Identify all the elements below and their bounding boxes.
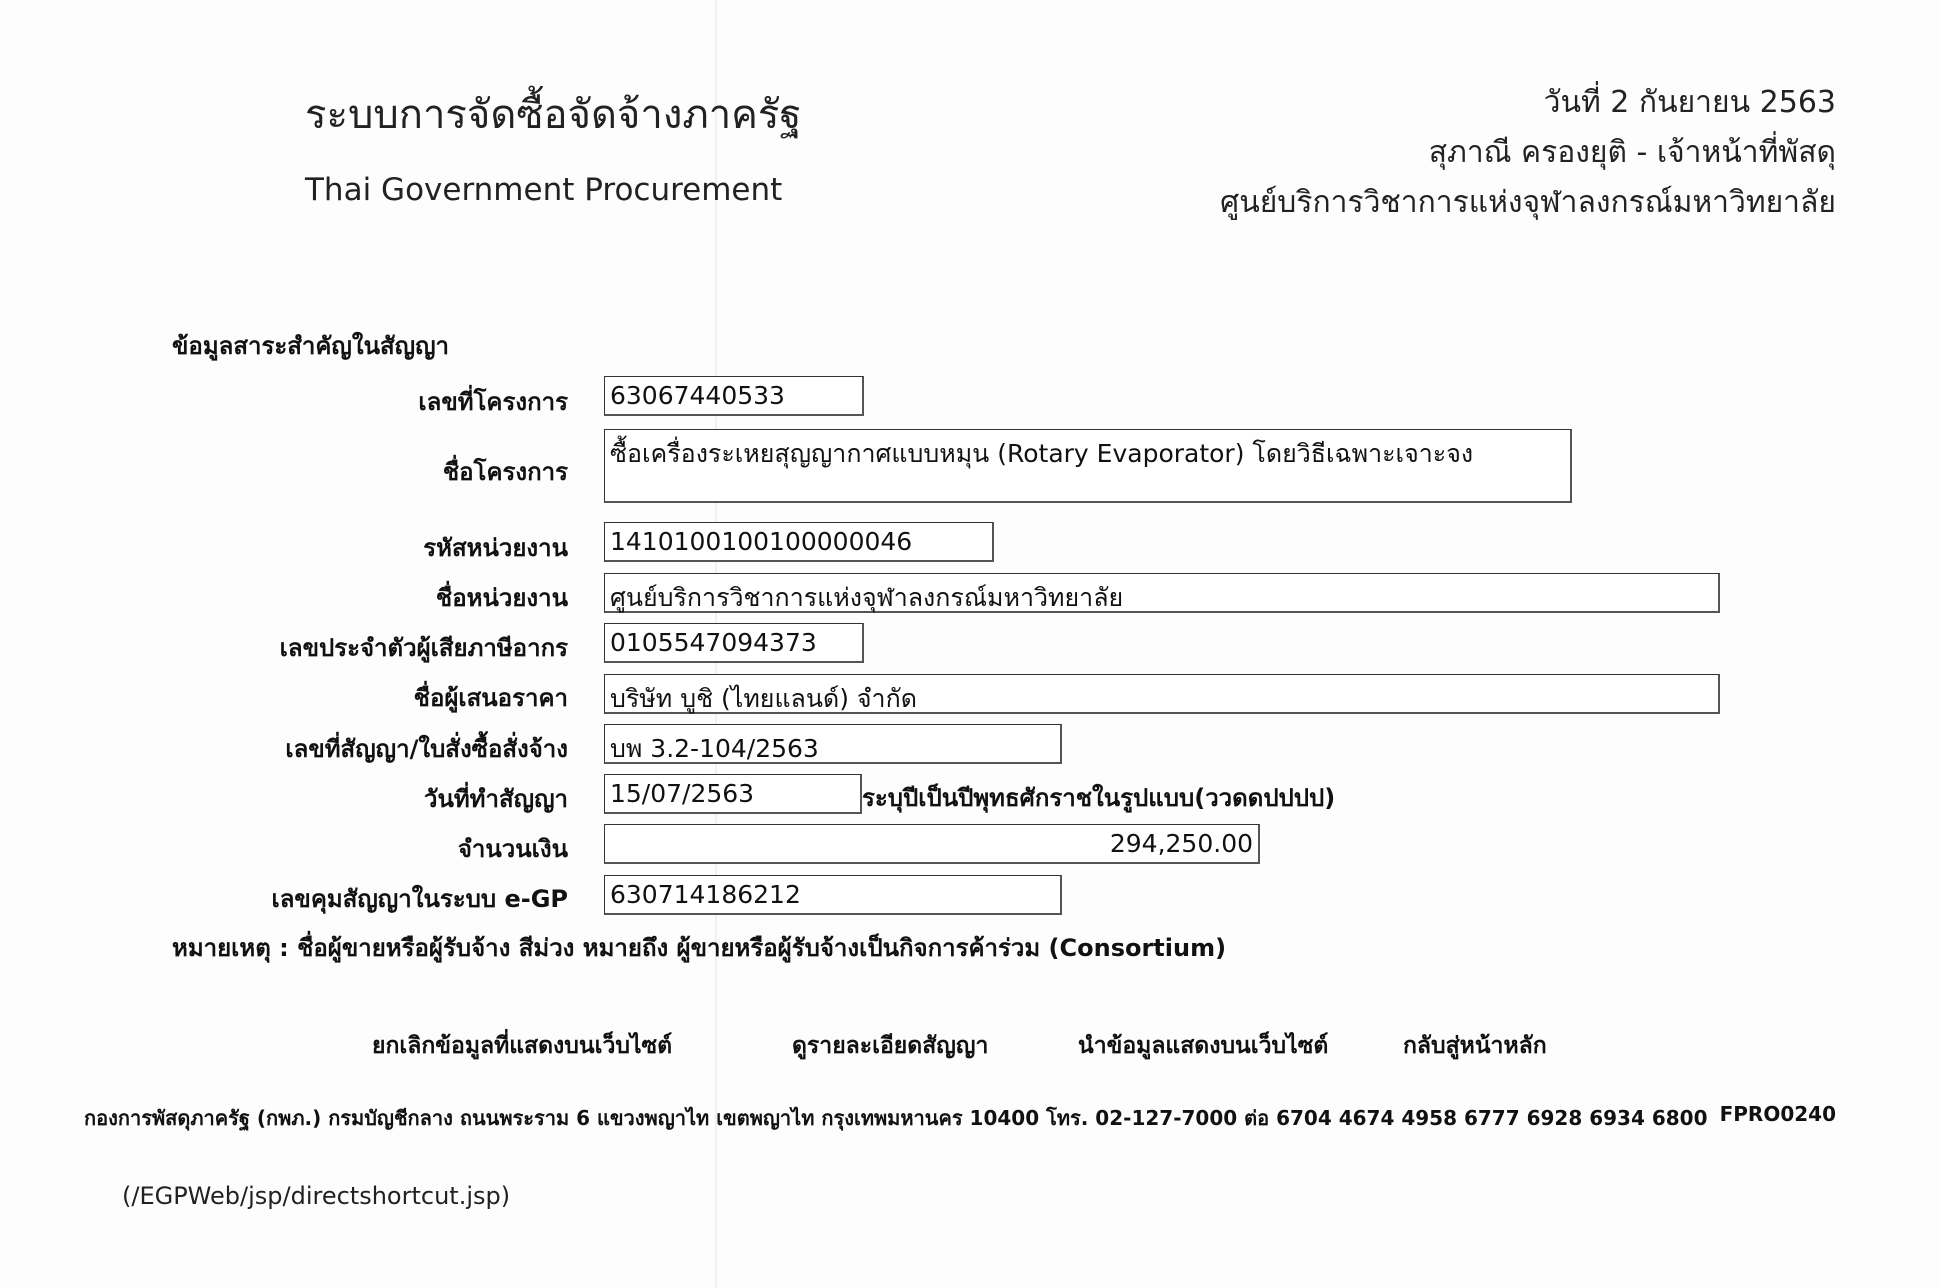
cancel-display-link[interactable]: ยกเลิกข้อมูลที่แสดงบนเว็บไซต์	[372, 1033, 673, 1059]
view-contract-details-link[interactable]: ดูรายละเอียดสัญญา	[792, 1033, 989, 1059]
remark-highlight: สีม่วง	[518, 934, 575, 962]
project-name-field[interactable]: ซื้อเครื่องระเหยสุญญากาศแบบหมุน (Rotary Evaporator) โดยวิธีเฉพาะเจาะจง	[604, 429, 1572, 503]
contract-date-field[interactable]: 15/07/2563	[604, 774, 862, 814]
tax-id-label: เลขประจำตัวผู้เสียภาษีอากร	[279, 634, 568, 662]
header-agency: ศูนย์บริการวิชาการแห่งจุฬาลงกรณ์มหาวิทยาลัย	[1220, 185, 1836, 220]
project-no-label: เลขที่โครงการ	[418, 388, 568, 416]
project-no-field[interactable]: 63067440533	[604, 376, 864, 416]
footer-form-code: FPRO0240	[1719, 1102, 1836, 1126]
header-user-info	[1220, 78, 1836, 228]
section-title: ข้อมูลสาระสำคัญในสัญญา	[172, 332, 450, 360]
header-date: วันที่ 2 กันยายน 2563	[1543, 85, 1836, 120]
unit-code-label: รหัสหน่วยงาน	[423, 534, 568, 562]
contract-date-label: วันที่ทำสัญญา	[423, 785, 568, 813]
contract-no-field[interactable]: บพ 3.2-104/2563	[604, 724, 1062, 764]
site-title-english: Thai Government Procurement	[305, 172, 783, 208]
contract-date-hint: ระบุปีเป็นปีพุทธศักราชในรูปแบบ(ววดดปปปป)	[862, 784, 1336, 812]
remark-prefix: หมายเหตุ : ชื่อผู้ขายหรือผู้รับจ้าง	[172, 934, 519, 962]
unit-name-field[interactable]: ศูนย์บริการวิชาการแห่งจุฬาลงกรณ์มหาวิทยาลัย	[604, 573, 1720, 613]
unit-name-label: ชื่อหน่วยงาน	[435, 584, 568, 612]
bidder-label: ชื่อผู้เสนอราคา	[413, 684, 568, 712]
amount-label: จำนวนเงิน	[457, 835, 568, 863]
tax-id-field[interactable]: 0105547094373	[604, 623, 864, 663]
remark-note	[172, 928, 1226, 967]
unit-code-field[interactable]: 1410100100100000046	[604, 522, 994, 562]
contract-no-label: เลขที่สัญญา/ใบสั่งซื้อสั่งจ้าง	[285, 735, 568, 763]
project-name-label: ชื่อโครงการ	[442, 458, 568, 486]
footer-address: กองการพัสดุภาครัฐ (กพภ.) กรมบัญชีกลาง ถนนพระราม 6 แขวงพญาไท เขตพญาไท กรุงเทพมหานคร 10400 โทร. 02-127-7000 ต่อ 6704 4674 4958 6777 6928 6934 6800	[84, 1106, 1708, 1130]
site-title-thai: ระบบการจัดซื้อจัดจ้างภาครัฐ	[305, 92, 802, 138]
publish-on-website-link[interactable]: นำข้อมูลแสดงบนเว็บไซต์	[1078, 1033, 1329, 1059]
bidder-field[interactable]: บริษัท บูชิ (ไทยแลนด์) จำกัด	[604, 674, 1720, 714]
back-to-home-link[interactable]: กลับสู่หน้าหลัก	[1403, 1033, 1547, 1059]
egp-no-field[interactable]: 630714186212	[604, 875, 1062, 915]
egp-no-label: เลขคุมสัญญาในระบบ e-GP	[271, 885, 568, 913]
amount-field[interactable]: 294,250.00	[604, 824, 1260, 864]
header-user: สุภาณี ครองยุติ - เจ้าหน้าที่พัสดุ	[1428, 135, 1836, 170]
remark-suffix: หมายถึง ผู้ขายหรือผู้รับจ้างเป็นกิจการค้าร่วม (Consortium)	[574, 934, 1227, 962]
page-path: (/EGPWeb/jsp/directshortcut.jsp)	[122, 1182, 511, 1210]
